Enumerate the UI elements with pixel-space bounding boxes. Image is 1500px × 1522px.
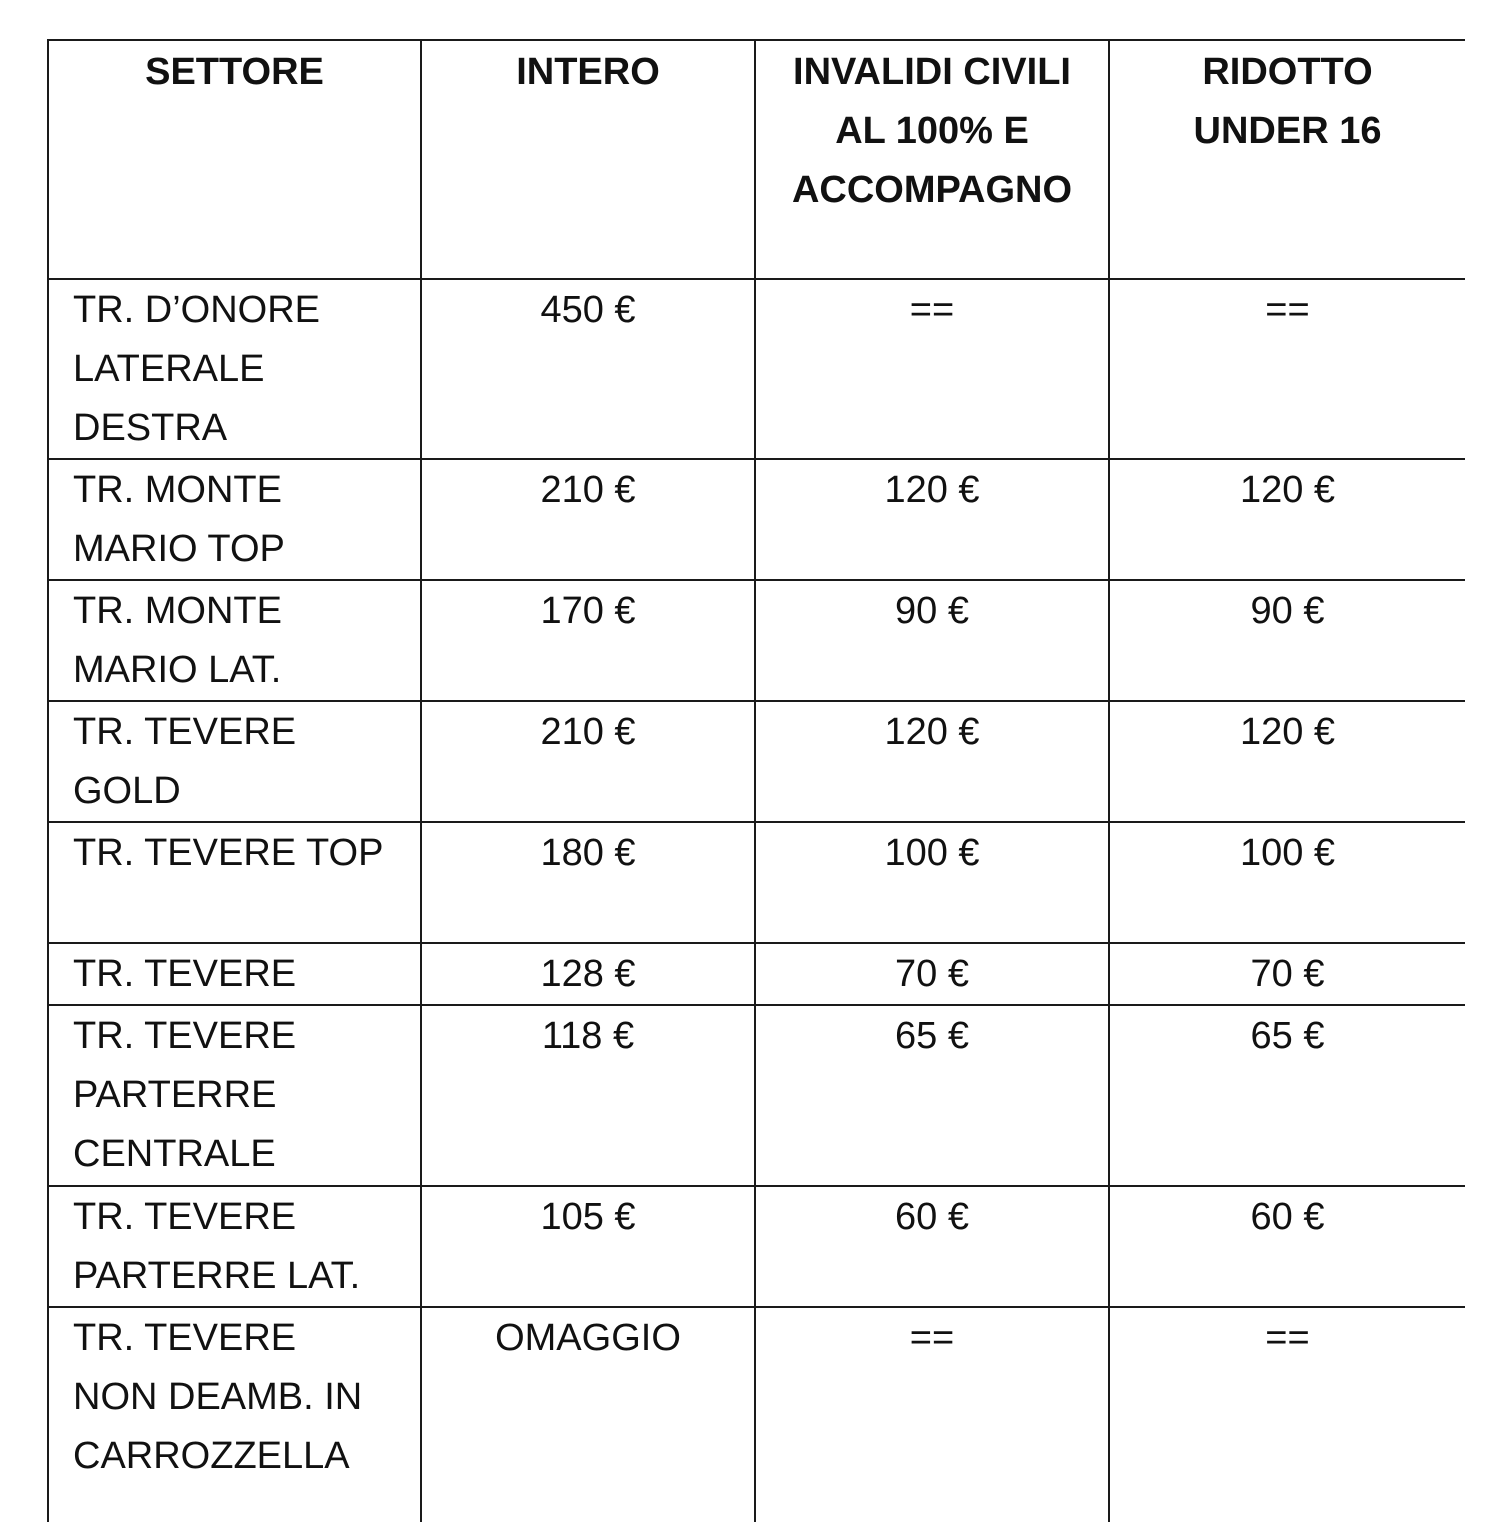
ridotto-price: 70 € (1109, 943, 1465, 1005)
ridotto-price: == (1109, 279, 1465, 459)
table-header-row (48, 40, 1465, 279)
table-row (48, 701, 1465, 822)
ridotto-price: 120 € (1109, 701, 1465, 822)
sector-cell: TR. MONTE MARIO LAT. (48, 580, 421, 701)
sector-cell: TR. TEVERE PARTERRE CENTRALE (48, 1005, 421, 1186)
sector-cell: TR. TEVERE GOLD (48, 701, 421, 822)
intero-price: 210 € (421, 701, 755, 822)
table-row (48, 1307, 1465, 1522)
invalidi-price: 100 € (755, 822, 1109, 943)
invalidi-price: 120 € (755, 701, 1109, 822)
sector-cell: TR. TEVERE PARTERRE LAT. (48, 1186, 421, 1307)
header-invalidi: INVALIDI CIVILI AL 100% E ACCOMPAGNO (755, 40, 1109, 279)
table-row (48, 279, 1465, 459)
ridotto-price: 60 € (1109, 1186, 1465, 1307)
intero-price: 128 € (421, 943, 755, 1005)
ridotto-price: 120 € (1109, 459, 1465, 580)
intero-price: 210 € (421, 459, 755, 580)
header-intero: INTERO (421, 40, 755, 279)
table-row (48, 1005, 1465, 1186)
intero-price: 450 € (421, 279, 755, 459)
sector-cell: TR. TEVERE NON DEAMB. IN CARROZZELLA (48, 1307, 421, 1522)
table-row (48, 822, 1465, 943)
invalidi-price: 60 € (755, 1186, 1109, 1307)
header-settore: SETTORE (48, 40, 421, 279)
ridotto-price: 100 € (1109, 822, 1465, 943)
ridotto-price: == (1109, 1307, 1465, 1522)
table-row (48, 1186, 1465, 1307)
invalidi-price: == (755, 279, 1109, 459)
intero-price: 118 € (421, 1005, 755, 1186)
sector-cell: TR. MONTE MARIO TOP (48, 459, 421, 580)
sector-cell: TR. TEVERE TOP (48, 822, 421, 943)
sector-cell: TR. TEVERE (48, 943, 421, 1005)
intero-price: 180 € (421, 822, 755, 943)
table-row (48, 459, 1465, 580)
invalidi-price: 70 € (755, 943, 1109, 1005)
intero-price: 105 € (421, 1186, 755, 1307)
ridotto-price: 65 € (1109, 1005, 1465, 1186)
header-ridotto: RIDOTTO UNDER 16 (1109, 40, 1465, 279)
sector-cell: TR. D’ONORE LATERALE DESTRA (48, 279, 421, 459)
intero-price: OMAGGIO (421, 1307, 755, 1522)
invalidi-price: == (755, 1307, 1109, 1522)
invalidi-price: 120 € (755, 459, 1109, 580)
ticket-price-table (47, 39, 1465, 1522)
intero-price: 170 € (421, 580, 755, 701)
invalidi-price: 90 € (755, 580, 1109, 701)
table-row (48, 943, 1465, 1005)
invalidi-price: 65 € (755, 1005, 1109, 1186)
table-row (48, 580, 1465, 701)
ridotto-price: 90 € (1109, 580, 1465, 701)
